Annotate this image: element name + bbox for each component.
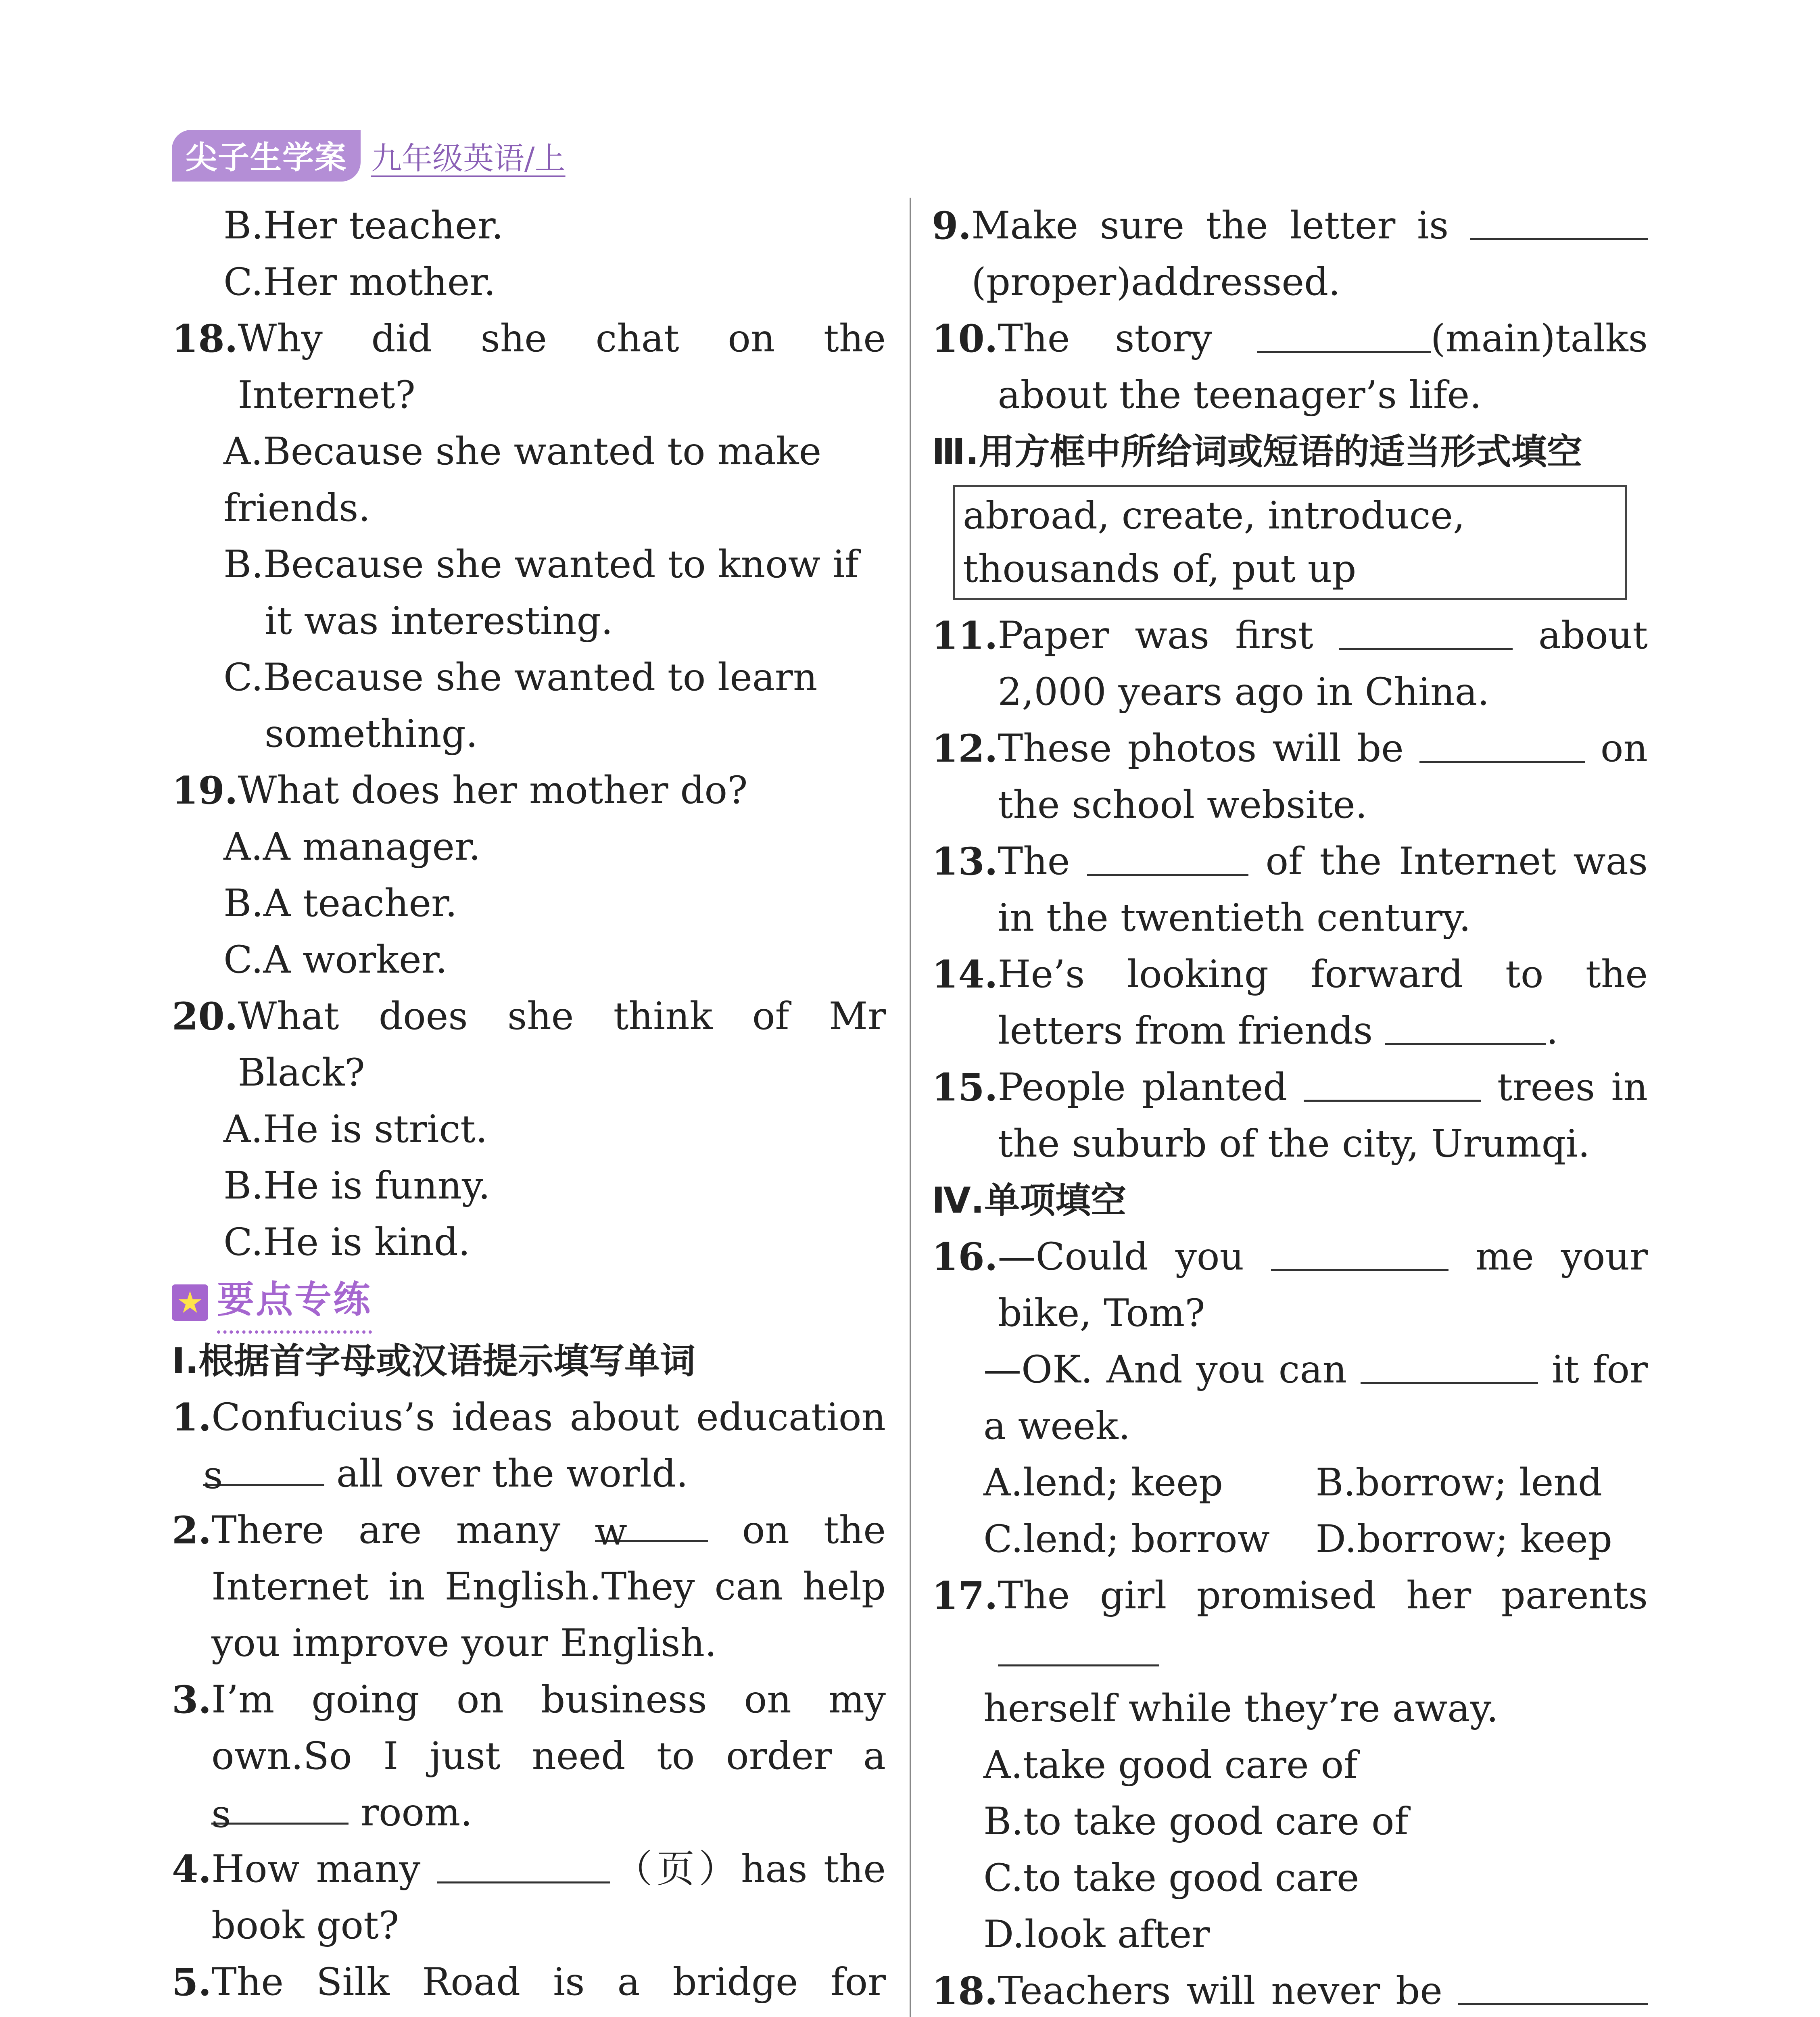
- question-15: 15. People planted trees in the suburb of the city, Urumqi.: [932, 1059, 1648, 1172]
- right-column: [932, 198, 1648, 2017]
- option: B.He is funny.: [223, 1164, 490, 1208]
- option-row: [932, 1455, 1648, 1511]
- question-5: 5. The Silk Road is a bridge for: [172, 1954, 886, 2017]
- option: C.A worker.: [223, 938, 448, 982]
- answer-blank[interactable]: [1087, 837, 1248, 876]
- answer-blank[interactable]: [1257, 315, 1431, 353]
- option: A.Because she wanted to make friends.: [223, 430, 822, 530]
- option-a[interactable]: A.take good care of: [983, 1743, 1358, 1787]
- question-14: 14. He’s looking forward to the letters from friends .: [932, 952, 1648, 1053]
- question-18: 18. Why did she chat on the Internet?: [172, 317, 886, 417]
- answer-blank[interactable]: [1419, 725, 1585, 763]
- answer-blank[interactable]: [1385, 1007, 1546, 1045]
- book-subtitle: 九年级英语/上: [371, 140, 566, 176]
- question-16: 16. —Could you me your bike, Tom?: [932, 1229, 1648, 1342]
- option: B.A teacher.: [223, 881, 457, 925]
- question-20: 20. What does she think of Mr Black?: [172, 994, 886, 1095]
- question-17-cont: herself while they’re away.: [983, 1687, 1499, 1731]
- question-2: 2. There are many w on the Internet in English.They can help you improve your English.: [172, 1502, 886, 1672]
- option-a[interactable]: A.lend; keep: [983, 1461, 1223, 1505]
- question-18: 18. Teachers will never be: [932, 1963, 1648, 2017]
- answer-blank[interactable]: s: [203, 1447, 324, 1486]
- answer-blank[interactable]: [1458, 1967, 1648, 2005]
- question-13: 13. The of the Internet was in the twentieth century.: [932, 833, 1648, 946]
- option-d[interactable]: D.look after: [983, 1913, 1210, 1956]
- answer-blank[interactable]: [1271, 1233, 1448, 1271]
- option: A.A manager.: [223, 825, 481, 869]
- star-icon: ★: [172, 1284, 208, 1321]
- option: B.Because she wanted to know if it was interesting.: [223, 543, 859, 643]
- section-1-title: Ⅰ.根据首字母或汉语提示填写单词: [172, 1340, 696, 1382]
- key-points-banner: [172, 1272, 886, 1333]
- left-column: [172, 198, 886, 2017]
- answer-blank[interactable]: w: [595, 1504, 708, 1542]
- option: C.Her mother.: [223, 260, 496, 304]
- option: A.He is strict.: [223, 1107, 488, 1151]
- section-3-title: Ⅲ.用方框中所给词或短语的适当形式填空: [932, 431, 1582, 472]
- option: C.He is kind.: [223, 1220, 470, 1264]
- option-c[interactable]: C.lend; borrow: [983, 1517, 1270, 1561]
- answer-blank[interactable]: [1361, 1346, 1538, 1384]
- option-d[interactable]: D.borrow; keep: [1315, 1517, 1613, 1561]
- option-b[interactable]: B.borrow; lend: [1315, 1461, 1603, 1505]
- question-3: 3. I’m going on business on my own.So I just need to order a s room.: [172, 1678, 886, 1836]
- question-4: 4. How many （页）has the book got?: [172, 1841, 886, 1954]
- page-header: [172, 132, 566, 180]
- answer-blank[interactable]: [998, 1628, 1159, 1666]
- question-12: 12. These photos will be on the school website.: [932, 720, 1648, 833]
- question-19: 19. What does her mother do?: [172, 768, 748, 813]
- option: C.Because she wanted to learn something.: [223, 656, 818, 756]
- question-10: 10. The story (main)talks about the teenager’s life.: [932, 311, 1648, 424]
- key-points-title: 要点专练: [217, 1272, 372, 1334]
- question-17: 17. The girl promised her parents: [932, 1568, 1648, 1681]
- word-box: abroad, create, introduce, thousands of, put up: [953, 485, 1627, 600]
- answer-blank[interactable]: [1470, 202, 1648, 240]
- section-4-title: Ⅳ.单项填空: [932, 1180, 1127, 1221]
- question-16-reply: —OK. And you can it for a week.: [932, 1342, 1648, 1455]
- option: B.Her teacher.: [223, 204, 504, 248]
- option-b[interactable]: B.to take good care of: [983, 1800, 1409, 1844]
- question-1-cont: s all over the world.: [172, 1446, 886, 1502]
- answer-blank[interactable]: [1339, 612, 1513, 650]
- question-9: 9. Make sure the letter is (proper)addressed.: [932, 198, 1648, 311]
- answer-blank[interactable]: [211, 2015, 385, 2017]
- question-11: 11. Paper was first about 2,000 years ago in China.: [932, 608, 1648, 720]
- brand-label: 尖子生学案: [172, 130, 361, 182]
- answer-blank[interactable]: s: [211, 1786, 349, 1825]
- question-1: 1. Confucius’s ideas about education: [172, 1395, 886, 1440]
- answer-blank[interactable]: [437, 1845, 610, 1883]
- column-divider: [910, 198, 911, 2017]
- option-row: [932, 1511, 1648, 1568]
- answer-blank[interactable]: [1304, 1063, 1481, 1102]
- option-c[interactable]: C.to take good care: [983, 1856, 1359, 1900]
